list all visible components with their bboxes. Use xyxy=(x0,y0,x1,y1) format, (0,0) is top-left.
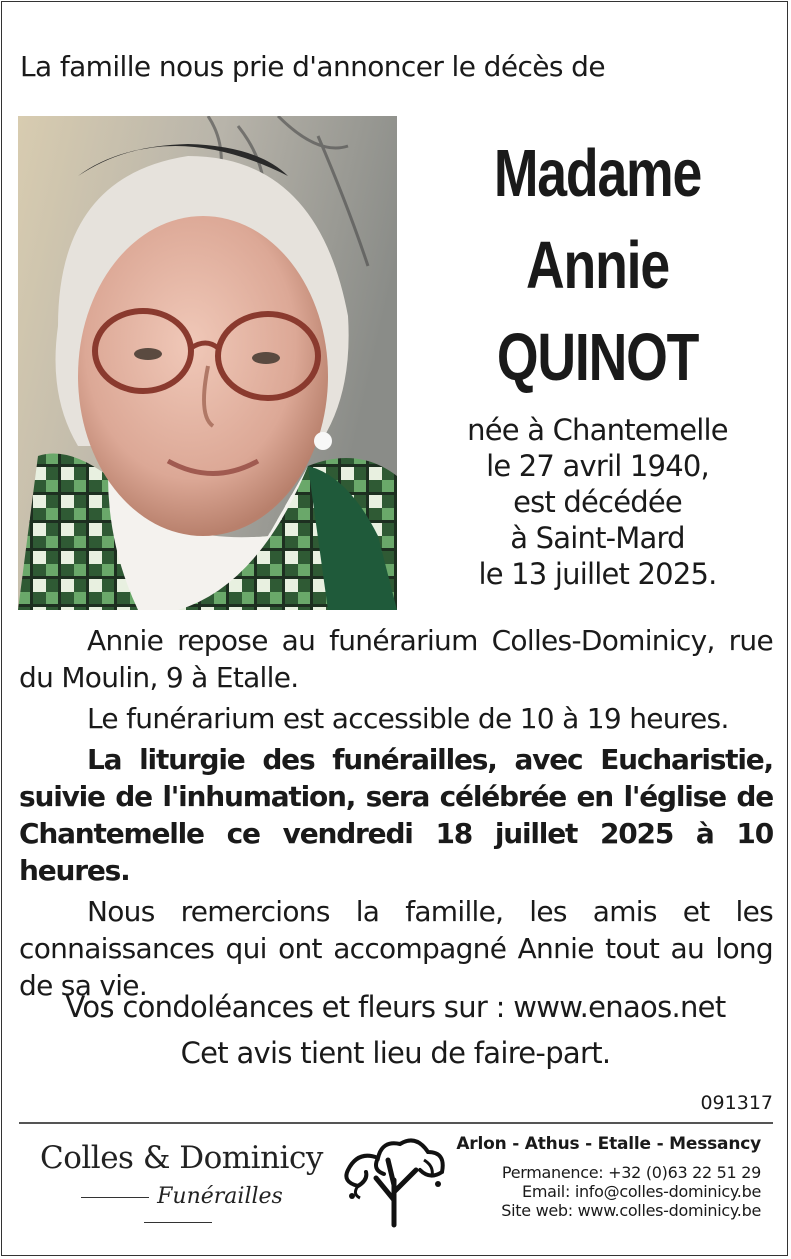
liturgy-paragraph: La liturgie des funérailles, avec Eucharistie, suivie de l'inhumation, sera célébrée en l'église de Chantemelle ce vendredi 18 juillet 2025 à 10 heures. xyxy=(19,743,773,887)
brand-name: Colles & Dominicy xyxy=(40,1140,323,1176)
phone-line: Permanence: +32 (0)63 22 51 29 xyxy=(501,1163,761,1182)
visiting-hours-paragraph: Le funérarium est accessible de 10 à 19 heures. xyxy=(87,702,729,735)
name-last: QUINOT xyxy=(496,320,699,395)
death-place: à Saint-Mard xyxy=(510,521,685,555)
brand-subtitle xyxy=(38,1184,318,1234)
funerarium-paragraph: Annie repose au funérarium Colles-Dominicy, rue du Moulin, 9 à Etalle. xyxy=(19,624,773,694)
birth-place: née à Chantemelle xyxy=(467,413,728,447)
contact-info xyxy=(456,1134,761,1220)
birth-death-info xyxy=(405,412,790,592)
website-line: Site web: www.colles-dominicy.be xyxy=(501,1201,761,1220)
death-label: est décédée xyxy=(513,485,682,519)
portrait-photo xyxy=(18,116,397,610)
name-first: Annie xyxy=(526,228,669,303)
death-date: le 13 juillet 2025. xyxy=(478,557,717,591)
reference-number: 091317 xyxy=(700,1092,773,1114)
notice-body xyxy=(19,622,773,1008)
rule-right xyxy=(144,1222,212,1223)
intro-text: La famille nous prie d'annoncer le décès de xyxy=(20,50,605,83)
tree-logo-icon xyxy=(338,1130,450,1230)
deceased-name xyxy=(405,128,790,404)
name-title: Madame xyxy=(493,136,702,211)
notice-note: Cet avis tient lieu de faire-part. xyxy=(180,1036,611,1070)
email-line: Email: info@colles-dominicy.be xyxy=(522,1182,761,1201)
thanks-paragraph: Nous remercions la famille, les amis et les connaissances qui ont accompagné Annie tout au long de sa vie. xyxy=(19,895,773,1002)
condolences-line: Vos condoléances et fleurs sur : www.enaos.net xyxy=(65,990,726,1024)
rule-left xyxy=(81,1197,149,1198)
brand-sub-text: Funérailles xyxy=(157,1184,283,1209)
footer-divider xyxy=(19,1122,773,1124)
birth-date: le 27 avril 1940, xyxy=(486,449,709,483)
branch-cities: Arlon - Athus - Etalle - Messancy xyxy=(456,1134,761,1154)
